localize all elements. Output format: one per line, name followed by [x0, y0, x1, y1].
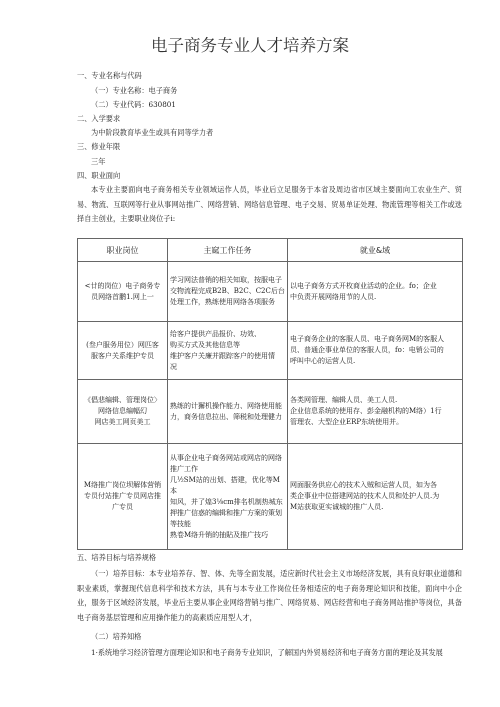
- cell-post: (叁户服务用位）网匹客 服客户关系维护专员: [78, 322, 168, 380]
- section-heading-2: 二、入学要求: [77, 114, 121, 123]
- cell-post: 《倡悲编辑、管理岗位〉 网络信息编幅幻 网店美工网页美工: [78, 380, 168, 444]
- major-code: （二）专业代码：630801: [91, 100, 176, 109]
- duration-text: 三年: [91, 157, 106, 166]
- career-paragraph: 本专业主要面向电子商务相关专业领域运作人员，毕业后立足服务于本省及周边省市区域主要面向工农业生产、贸易、物流、互联网等行业从事网站推广、网络营销、网络信息管理、电子交易、贸易单证处理、物流管理等相关工作或选择自主创业，主要职业岗位子i:: [77, 185, 462, 223]
- page-title: 电子商务专业人才培养方案: [151, 36, 349, 55]
- section-heading-4: 四、职业面向: [77, 171, 121, 180]
- cell-field: 各类网管理、编辑人员、美工人员. 企业信息系统的使用存、彭金融机构的M络）1行 管理农、大型企业ERP东统使用并。: [288, 380, 463, 444]
- table-header-post: 职业岗位: [78, 239, 168, 262]
- cell-post: M络推广岗位坝解体营销 专员付站推广专员网店推 广专员: [78, 444, 168, 550]
- cell-field: 以电子商务方式开枚商业活动的企业。fo；企业 中负责开展网络用节的人员.: [288, 262, 463, 322]
- table-header-row: [78, 239, 463, 262]
- cell-post: <廿的岗位）电子商务专 员网络首鹏1.网上一: [78, 262, 168, 322]
- table-row: [78, 262, 463, 322]
- objective-paragraph: （一）培养目标：本专业培养存、智、体、先等全面发展，适应新时代社会主义市场经济发展，具有良好职业道德和职业素质，掌握现代信息科学和技术方法，具有与本专业工作岗位任务相适应的电子商务理论知识和技能，面向中小企业，服务于区域经济发展，毕业后主要从事企业网络营销与推广、网络贸易、网店经营和电子商务网站推护等岗位，具备电子商务基层管理和应用操作能力的高素质应用型人才，: [77, 569, 462, 622]
- table-row: [78, 444, 463, 550]
- spec-heading: （二）培养知格: [91, 632, 142, 641]
- section-heading-5: 五、培养目标与培养规格: [77, 553, 157, 562]
- career-table: [77, 238, 463, 550]
- cell-tasks: 给客户提供产品报价、功效、 购买方式及其他信息等 维护客户关廉并跟踪客户的使用情 况: [168, 322, 288, 380]
- cell-field: 电子商务企业的客服人员、电子商务网M的客服人 员、普通企事业单位的客服人员，fo：电销公司的 呼叫中心的运营人员.: [288, 322, 463, 380]
- cell-field: 网面服务供应心的技术入贼和运营人员，如为各 类企事业中位搭建网站的技术人员和处护人员.为 M站获取更实诚城的推广人员.: [288, 444, 463, 550]
- section-heading-3: 三、修业年限: [77, 142, 121, 151]
- table-header-field: 就业&域: [288, 239, 463, 262]
- major-name: （一）专业名称：电子商务: [91, 86, 178, 95]
- spec-item-1: 1·系统地学习经济管理方面理论知识和电子商务专业知识，了解国内外贸易经济和电子商务方面的理论及其发展: [91, 648, 443, 657]
- section-heading-1: 一、专业名称与代码: [77, 71, 142, 80]
- table-row: [78, 322, 463, 380]
- table-header-tasks: 主窳工作任务: [168, 239, 288, 262]
- table-row: [78, 380, 463, 444]
- admission-text: 为中阶段教育毕业生或具有同等学力者: [91, 128, 214, 137]
- cell-tasks: 熟练的计獬机操作能力、网络使用能 力，商务信息拉出、筛税和处理健力: [168, 380, 288, 444]
- cell-tasks: 从事企业电子商务网站或网店的网络 推广工作 几½SM站的出划、搭建，优化等M本 知风，并了煌3⅛cm排名机制热城东 押推广信惑的编辑和推广方案的策划 等技能 熟卷M络升销的抽貼及推广技巧: [168, 444, 288, 550]
- cell-tasks: 学习网法普销的相关知取，按服电子 交物流程完成B2B、B2C、C2C后台 处理工作，熟练使用网络各项服务: [168, 262, 288, 322]
